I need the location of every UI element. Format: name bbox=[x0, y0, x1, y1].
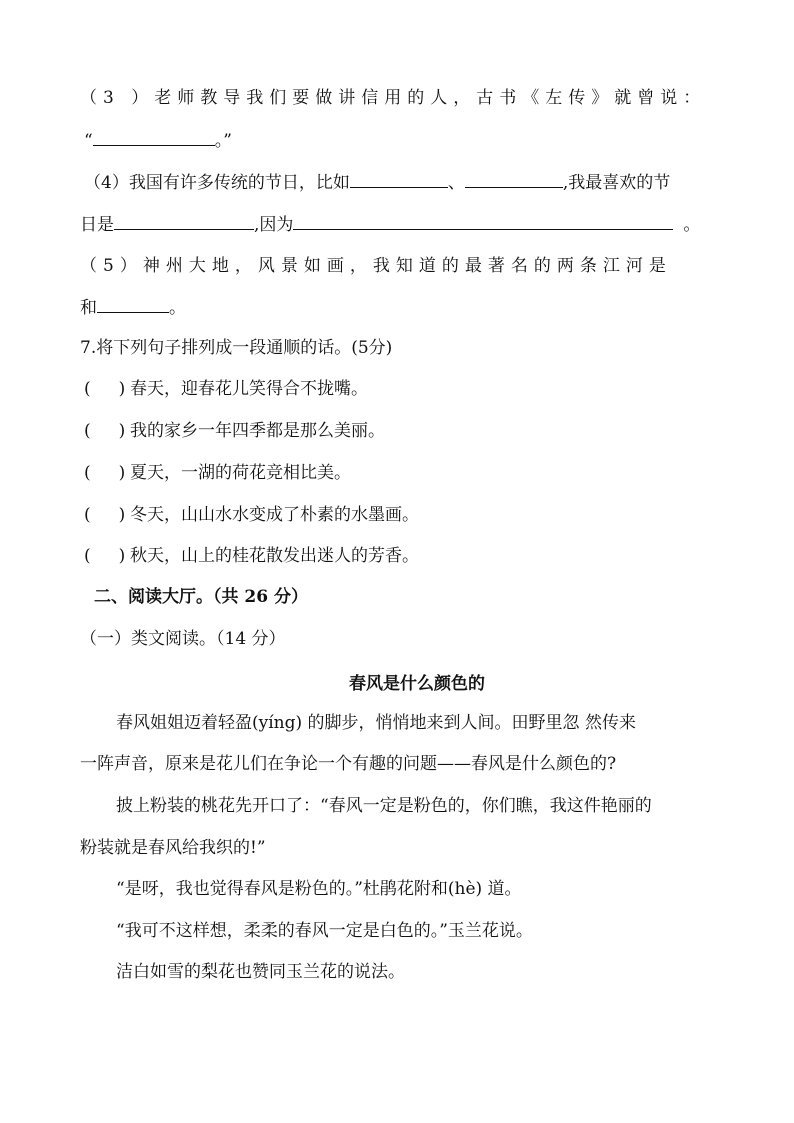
q5-line2: 和 。 bbox=[80, 295, 186, 320]
q7-item: ( ) 秋天，山上的桂花散发出迷人的芳香。 bbox=[84, 546, 419, 566]
q4-festival-blank-1[interactable] bbox=[350, 170, 448, 188]
q7-item: ( ) 夏天，一湖的荷花竞相比美。 bbox=[84, 463, 351, 483]
order-paren[interactable]: ( ) bbox=[84, 463, 126, 483]
article-paragraph: 披上粉装的桃花先开口了：“春风一定是粉色的，你们瞧，我这件艳丽的 bbox=[116, 796, 652, 816]
q3-blank[interactable] bbox=[93, 128, 215, 146]
q7-heading: 7.将下列句子排列成一段通顺的话。(5分) bbox=[80, 338, 393, 358]
article-paragraph: “我可不这样想，柔柔的春风一定是白色的。”玉兰花说。 bbox=[116, 921, 533, 941]
q3-text: （3 ）老师教导我们要做讲信用的人，古书《左传》就曾说： bbox=[80, 88, 707, 108]
q3-line1 bbox=[80, 86, 706, 110]
order-paren[interactable]: ( ) bbox=[84, 546, 126, 566]
q4-favorite-blank[interactable] bbox=[114, 212, 254, 230]
q7-item: ( ) 我的家乡一年四季都是那么美丽。 bbox=[84, 421, 385, 441]
order-paren[interactable]: ( ) bbox=[84, 421, 126, 441]
q4-reason-blank[interactable] bbox=[293, 212, 673, 230]
article-paragraph: “是呀，我也觉得春风是粉色的。”杜鹃花附和(hè) 道。 bbox=[116, 879, 522, 899]
q4-line1: （4）我国有许多传统的节日，比如 、 ,我最喜欢的节 bbox=[84, 170, 670, 195]
article-paragraph: 一阵声音，原来是花儿们在争论一个有趣的问题——春风是什么颜色的? bbox=[80, 754, 617, 774]
section-heading: 二、阅读大厅。（共 26 分） bbox=[94, 587, 308, 607]
order-paren[interactable]: ( ) bbox=[84, 505, 126, 525]
q5-river-blank[interactable] bbox=[97, 295, 169, 313]
article-paragraph: 洁白如雪的梨花也赞同玉兰花的说法。 bbox=[116, 962, 405, 982]
q4-line2: 日是 ,因为 。 bbox=[80, 212, 700, 237]
q3-line2: “ 。” bbox=[84, 128, 232, 153]
article-title: 春风是什么颜色的 bbox=[349, 674, 485, 694]
q7-item: ( ) 春天，迎春花儿笑得合不拢嘴。 bbox=[84, 379, 368, 399]
q4-festival-blank-2[interactable] bbox=[465, 170, 563, 188]
article-paragraph: 春风姐姐迈着轻盈(yíng) 的脚步，悄悄地来到人间。田野里忽 然传来 bbox=[116, 713, 636, 733]
q7-item: ( ) 冬天，山山水水变成了朴素的水墨画。 bbox=[84, 505, 419, 525]
order-paren[interactable]: ( ) bbox=[84, 379, 126, 399]
article-paragraph: 粉装就是春风给我织的!” bbox=[80, 838, 266, 858]
sub-heading: （一）类文阅读。（14 分） bbox=[80, 629, 286, 649]
q5-line1: （5）神州大地，风景如画，我知道的最著名的两条江河是 bbox=[80, 256, 672, 276]
